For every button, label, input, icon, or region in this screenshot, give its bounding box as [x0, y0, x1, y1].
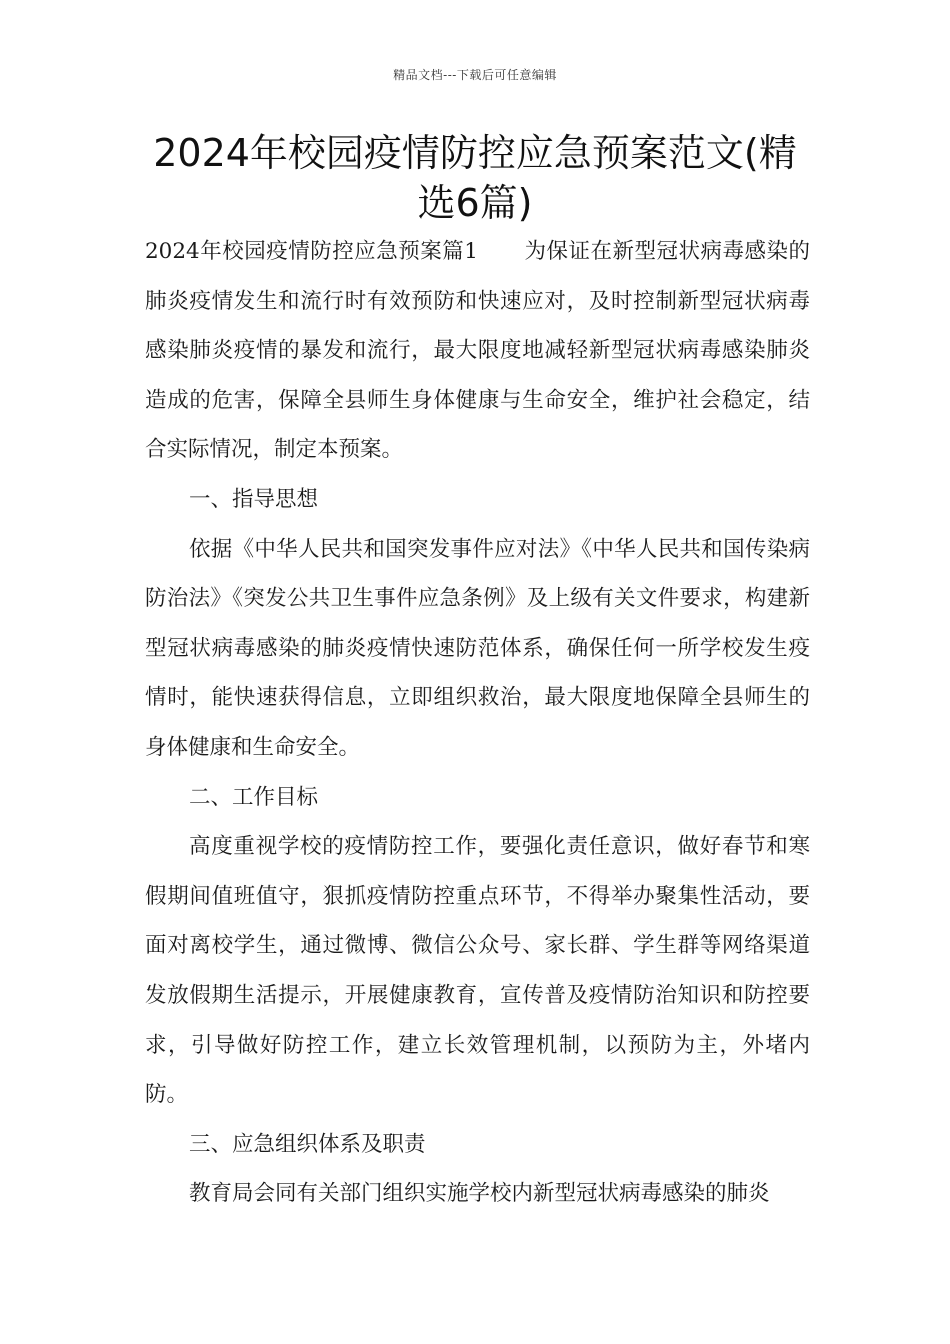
document-title: 2024年校园疫情防控应急预案范文(精选6篇) [153, 131, 797, 225]
intro-text: 为保证在新型冠状病毒感染的肺炎疫情发生和流行时有效预防和快速应对，及时控制新型冠状病毒感染肺炎疫情的暴发和流行，最大限度地减轻新型冠状病毒感染肺炎造成的危害，保障全县师生身体健康与生命安全，维护社会稳定，结合实际情况，制定本预案。 [145, 239, 810, 463]
paragraph-organization: 教育局会同有关部门组织实施学校内新型冠状病毒感染的肺炎 [189, 1181, 770, 1207]
document-body [145, 227, 810, 1219]
section-heading-guiding-ideology: 一、指导思想 [189, 486, 319, 512]
paragraph-work-goals: 高度重视学校的疫情防控工作，要强化责任意识，做好春节和寒假期间值班值守，狠抓疫情防控重点环节，不得举办聚集性活动，要面对离校学生，通过微博、微信公众号、家长群、学生群等网络渠道发放假期生活提示，开展健康教育，宣传普及疫情防治知识和防控要求，引导做好防控工作，建立长效管理机制，以预防为主，外堵内防。 [145, 834, 810, 1108]
section-heading-organization: 三、应急组织体系及职责 [189, 1131, 426, 1157]
header-note: 精品文档---下载后可任意编辑 [393, 68, 557, 82]
intro-paragraph [145, 227, 810, 475]
section-label: 2024年校园疫情防控应急预案篇1 [145, 239, 478, 264]
paragraph-guiding-ideology: 依据《中华人民共和国突发事件应对法》《中华人民共和国传染病防治法》《突发公共卫生事件应急条例》及上级有关文件要求，构建新型冠状病毒感染的肺炎疫情快速防范体系，确保任何一所学校发生疫情时，能快速获得信息，立即组织救治，最大限度地保障全县师生的身体健康和生命安全。 [145, 536, 810, 760]
section-heading-work-goals: 二、工作目标 [189, 784, 319, 810]
